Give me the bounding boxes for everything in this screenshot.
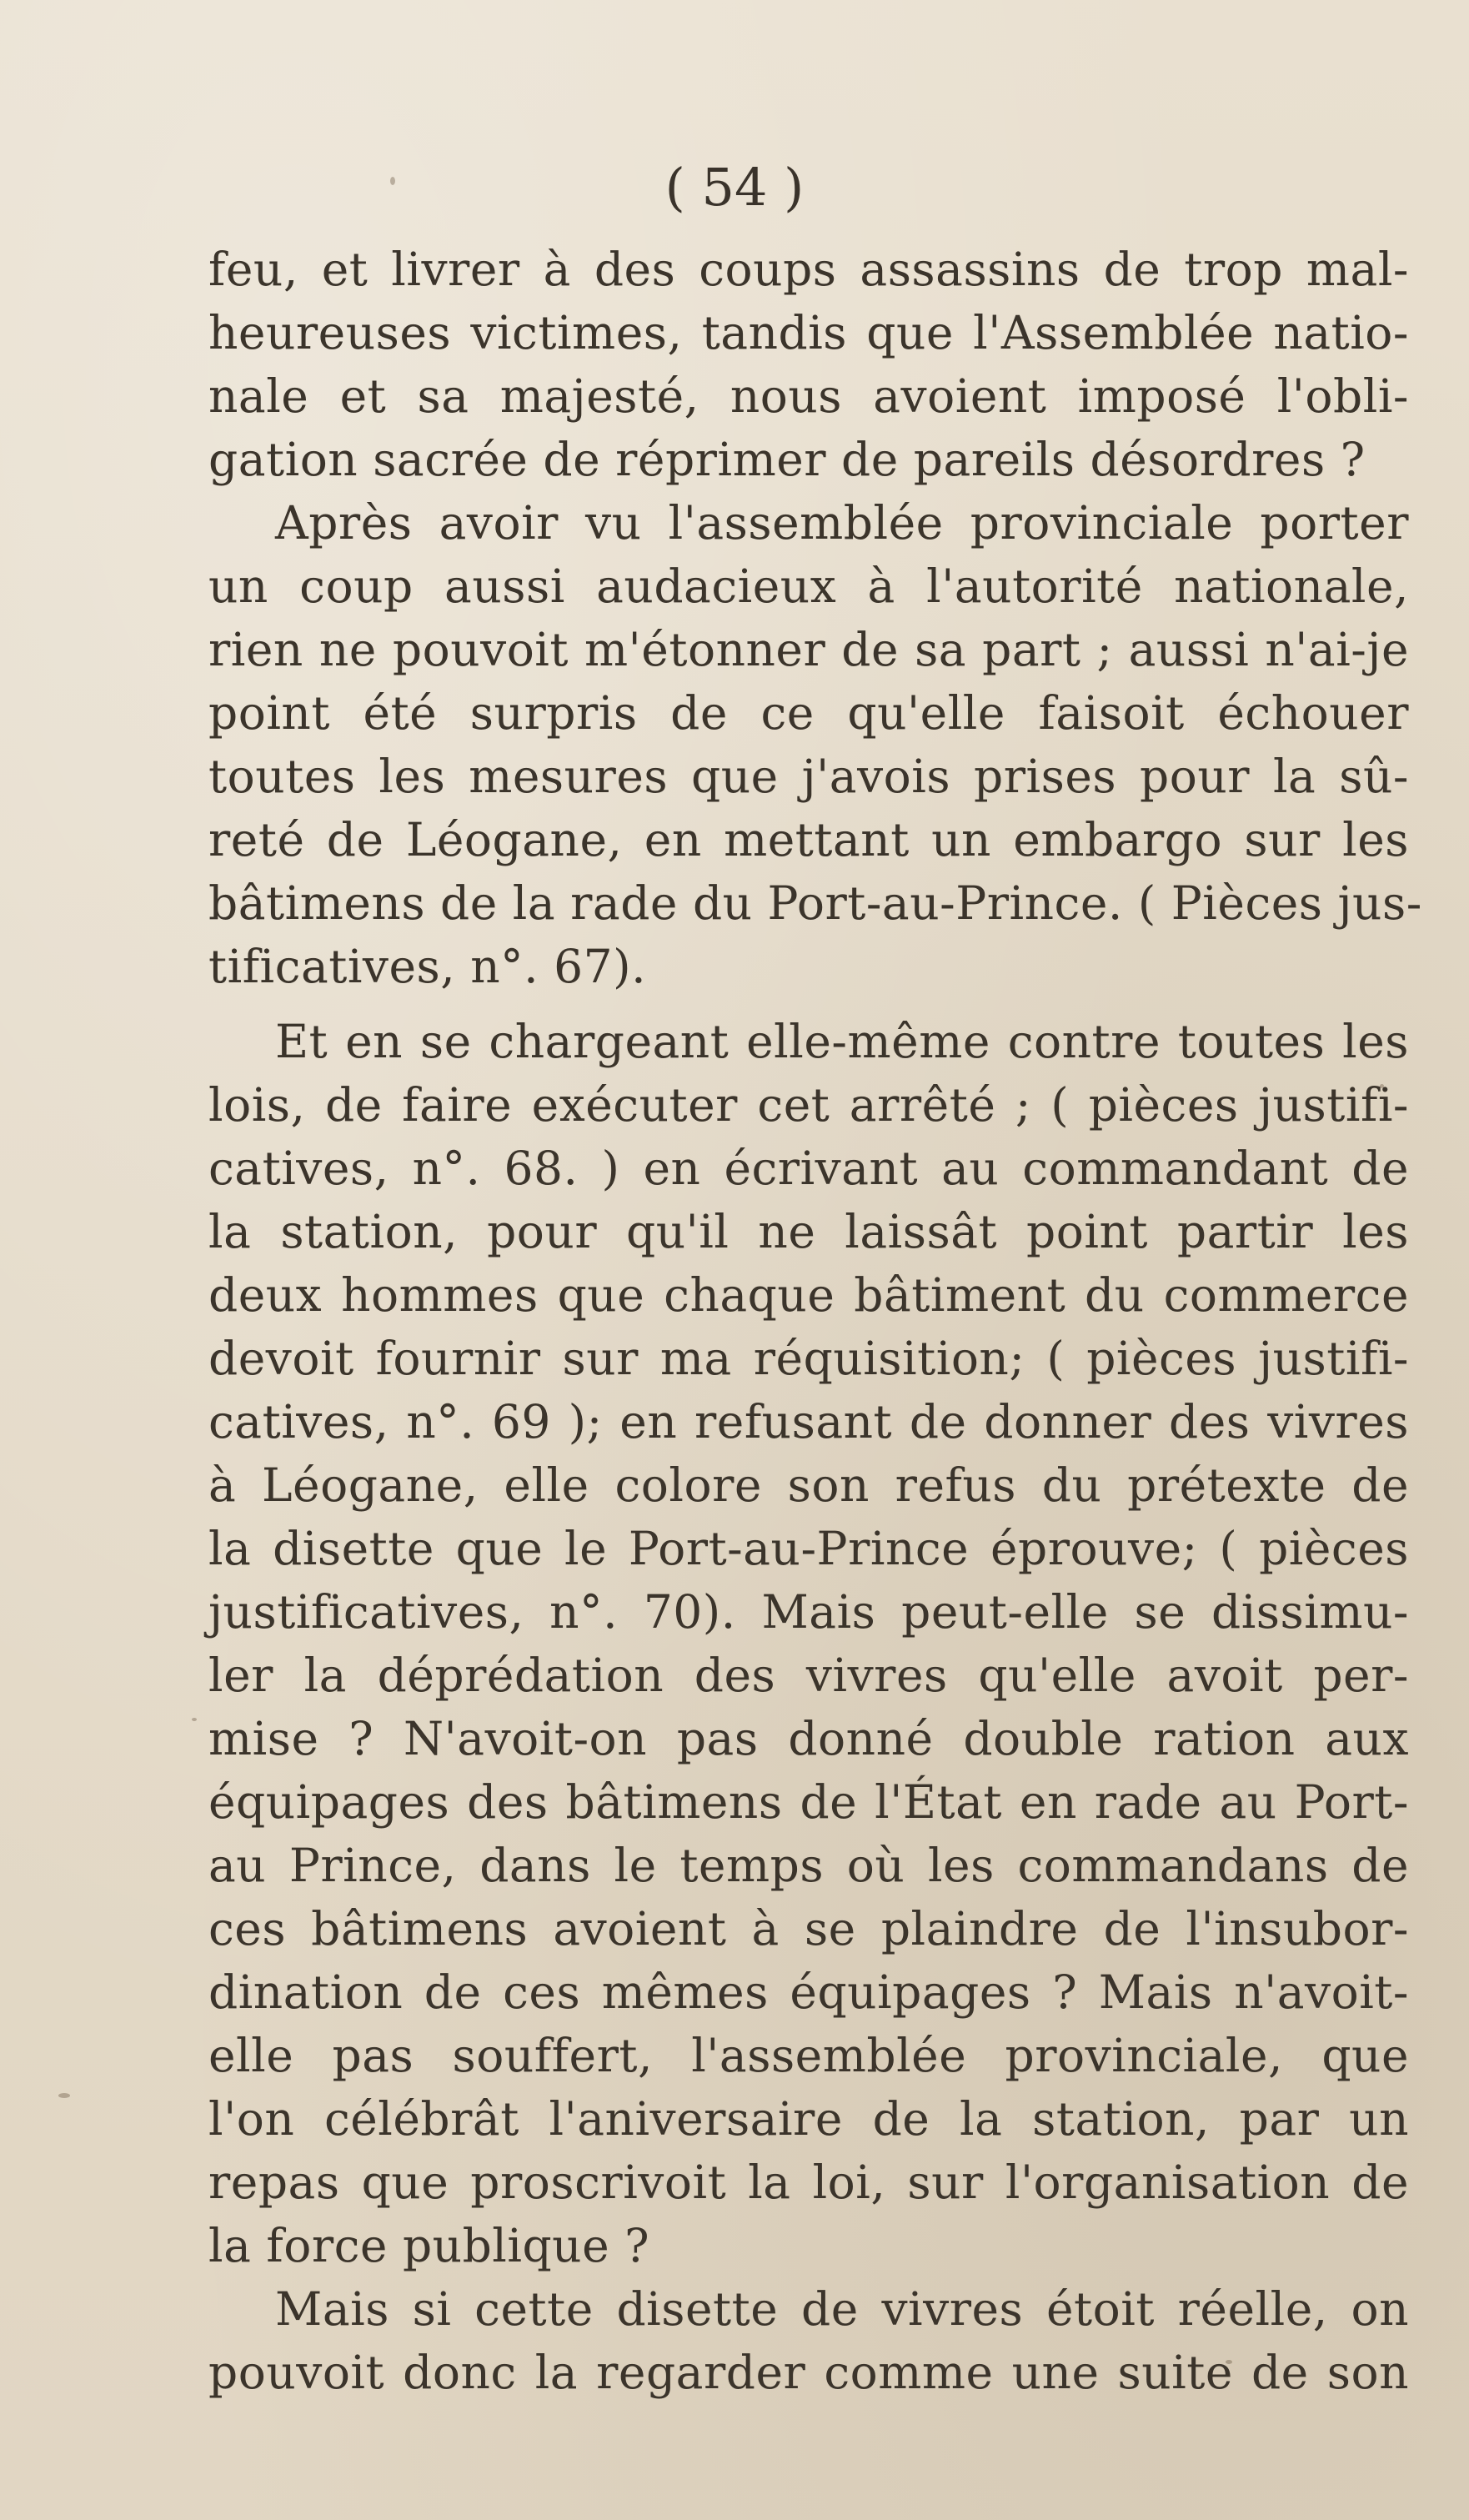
- text-line: devoit fournir sur ma réquisition; ( pièces justifi-: [208, 1332, 1409, 1385]
- paper-speck: [1226, 2360, 1232, 2364]
- paper-speck: [58, 2093, 70, 2098]
- text-line: catives, n°. 68. ) en écrivant au commandant de: [208, 1142, 1409, 1195]
- text-line: à Léogane, elle colore son refus du prétexte de: [208, 1458, 1409, 1512]
- text-line: elle pas souffert, l'assemblée provinciale, que: [208, 2029, 1409, 2082]
- text-line: deux hommes que chaque bâtiment du commerce: [208, 1268, 1409, 1322]
- text-line: pouvoit donc la regarder comme une suite de son: [208, 2346, 1409, 2399]
- text-line: nale et sa majesté, nous avoient imposé l'obli-: [208, 369, 1409, 423]
- text-line: équipages des bâtimens de l'État en rade au Port-: [208, 1775, 1409, 1829]
- text-line: rien ne pouvoit m'étonner de sa part ; aussi n'ai-je: [208, 623, 1409, 676]
- text-line: gation sacrée de réprimer de pareils désordres ?: [208, 433, 1366, 486]
- text-line: justificatives, n°. 70). Mais peut-elle se dissimu-: [208, 1585, 1409, 1639]
- text-line: heureuses victimes, tandis que l'Assemblée natio-: [208, 306, 1409, 359]
- text-line: lois, de faire exécuter cet arrêté ; ( pièces justifi-: [208, 1078, 1409, 1132]
- body-text: [208, 238, 1422, 2404]
- text-line: Mais si cette disette de vivres étoit réelle, on: [275, 2282, 1409, 2336]
- paper-speck: [192, 1718, 197, 1721]
- text-line: la disette que le Port-au-Prince éprouve; ( pièces: [208, 1522, 1409, 1575]
- text-line: repas que proscrivoit la loi, sur l'organisation de: [208, 2156, 1409, 2209]
- text-line: reté de Léogane, en mettant un embargo sur les: [208, 813, 1409, 866]
- text-line: tificatives, n°. 67).: [208, 940, 647, 993]
- text-line: la force publique ?: [208, 2219, 650, 2272]
- paper-speck: [390, 177, 395, 185]
- text-line: dination de ces mêmes équipages ? Mais n'avoit-: [208, 1965, 1409, 2019]
- paper-speck: [1380, 1084, 1384, 1088]
- text-line: point été surpris de ce qu'elle faisoit échouer: [208, 686, 1409, 740]
- text-line: bâtimens de la rade du Port-au-Prince. ( Pièces jus-: [208, 876, 1422, 930]
- text-line: Après avoir vu l'assemblée provinciale porter: [275, 496, 1409, 550]
- text-line: un coup aussi audacieux à l'autorité nationale,: [208, 560, 1409, 613]
- text-line: la station, pour qu'il ne laissât point partir les: [208, 1205, 1409, 1258]
- text-line: l'on célébrât l'aniversaire de la station, par un: [208, 2092, 1409, 2146]
- text-line: Et en se chargeant elle-même contre toutes les: [275, 1015, 1409, 1068]
- text-line: toutes les mesures que j'avois prises pour la sû-: [208, 750, 1409, 803]
- text-line: feu, et livrer à des coups assassins de trop mal-: [208, 243, 1409, 296]
- text-line: ces bâtimens avoient à se plaindre de l'insubor-: [208, 1902, 1409, 1955]
- text-line: ler la déprédation des vivres qu'elle avoit per-: [208, 1649, 1409, 1702]
- text-line: catives, n°. 69 ); en refusant de donner des vivres: [208, 1395, 1409, 1448]
- page-number: ( 54 ): [664, 157, 805, 218]
- text-line: au Prince, dans le temps où les commandans de: [208, 1839, 1409, 1892]
- text-line: mise ? N'avoit-on pas donné double ration aux: [208, 1712, 1409, 1765]
